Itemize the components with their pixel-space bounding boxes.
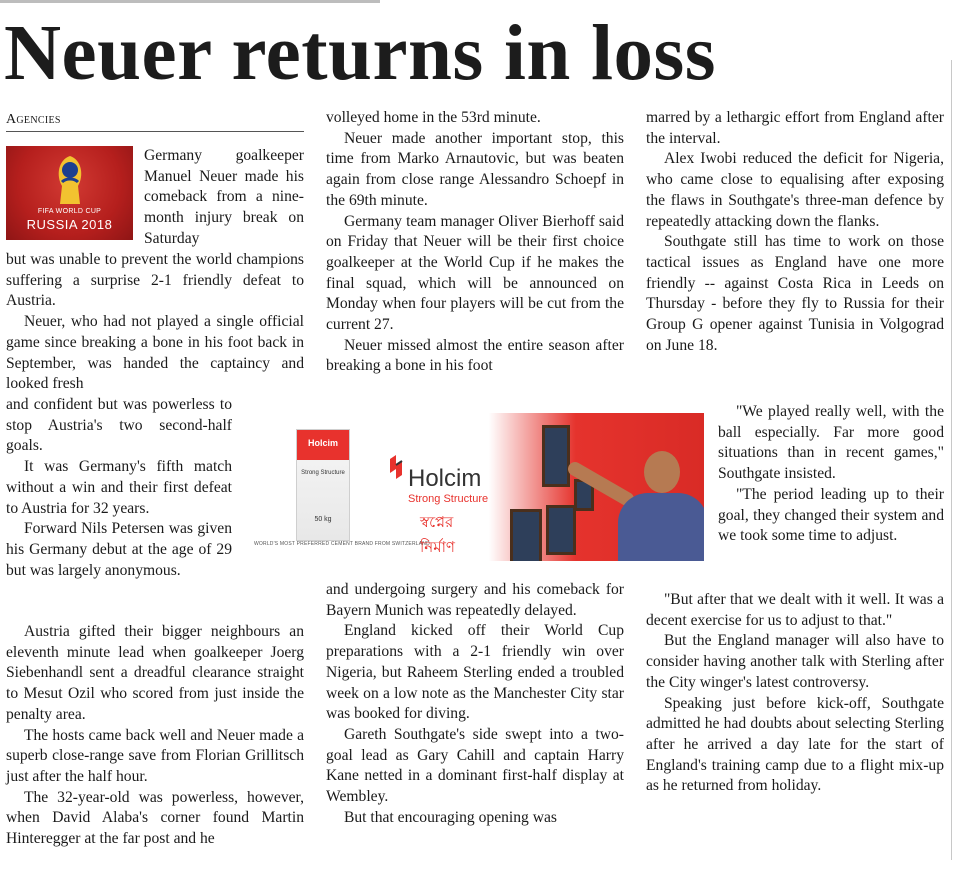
holcim-advertisement[interactable] [246, 413, 704, 561]
column-rule-right [951, 60, 952, 860]
brand-subtitle: Strong Structure [408, 493, 489, 505]
byline: Agencies [6, 112, 304, 132]
paragraph: marred by a lethargic effort from England after the interval. [646, 109, 944, 147]
column-3-bottom [646, 590, 944, 797]
paragraph: "The period leading up to their goal, they changed their system and we took some time to adjust. [718, 485, 944, 545]
person-body [618, 493, 704, 561]
paragraph: Austria gifted their bigger neighbours an eleventh minute lead when goalkeeper Joerg Siebenhandl sent a dreadful clearance straight to Mesut Ozil who scored from just inside the penalty area. [6, 623, 304, 723]
top-rule [0, 0, 380, 3]
paragraph: "But after that we dealt with it well. It was a decent exercise for us to adjust to that." [646, 591, 944, 629]
column-1-bottom [6, 622, 304, 850]
headline: Neuer returns in loss [4, 10, 717, 97]
logo-line-2: RUSSIA 2018 [26, 217, 113, 232]
ad-tagline: WORLD'S MOST PREFERRED CEMENT BRAND FROM SWITZERLAND [254, 541, 430, 547]
paragraph: Speaking just before kick-off, Southgate admitted he had doubts about selecting Sterling after he arrived a day late for the start of England's training camp due to a flight mix-up as he returned from holiday. [646, 694, 944, 795]
paragraph: Neuer made another important stop, this time from Marko Arnautovic, but was beaten again from close range Alessandro Schoepf in the 69th minute. [326, 129, 624, 209]
paragraph: Germany team manager Oliver Bierhoff said on Friday that Neuer will be their first choice goalkeeper at the World Cup if he makes the final squad, which will be announced on Monday when four players will be cut from the current 27. [326, 212, 624, 334]
column-3-narrow [718, 402, 944, 547]
paragraph: The hosts came back well and Neuer made a superb close-range save from Florian Grillitsch just after the half hour. [6, 726, 304, 785]
column-1-main [6, 250, 304, 395]
paragraph: and confident but was powerless to stop Austria's two second-half goals. [6, 396, 232, 455]
column-2-top [326, 108, 624, 377]
holcim-logo-icon [386, 453, 410, 479]
world-cup-logo [6, 146, 133, 240]
column-2-bottom [326, 580, 624, 828]
paragraph: England kicked off their World Cup preparations with a 2-1 friendly win over Nigeria, but Raheem Sterling ended a troubled week on a low note as the Manchester City star was booked for diving. [326, 622, 624, 723]
paragraph: It was Germany's fifth match without a win and their first defeat to Austria for 32 years. [6, 458, 232, 517]
brand-name: Holcim [408, 465, 482, 492]
paragraph: But the England manager will also have to consider having another talk with Sterling after the City winger's latest controversy. [646, 632, 944, 691]
column-1-narrow [6, 395, 232, 581]
picture-frame [542, 425, 570, 487]
picture-frame [546, 505, 576, 555]
bag-brand: Holcim [307, 438, 338, 448]
paragraph: and undergoing surgery and his comeback for Bayern Munich was repeatedly delayed. [326, 581, 624, 619]
bag-product: Strong Structure [301, 470, 345, 476]
paragraph: Southgate still has time to work on those tactical issues as England have one more friendly -- against Costa Rica in Leeds on Thursday - before they fly to Russia for their Group G opener against Tunisia in Volgograd on June 18. [646, 233, 944, 354]
brand-script: স্বপ্নের নির্মাণ [420, 513, 455, 556]
cement-bag-image [296, 429, 350, 541]
paragraph: but was unable to prevent the world champions suffering a surprise 2-1 friendly defeat to Austria. [6, 251, 304, 310]
paragraph: Alex Iwobi reduced the deficit for Nigeria, who came close to equalising after exposing the flaws in Southgate's three-man defence by repeatedly attacking down the flanks. [646, 150, 944, 230]
paragraph: Neuer missed almost the entire season after breaking a bone in his foot [326, 336, 624, 375]
paragraph: Forward Nils Petersen was given his Germany debut at the age of 29 but was largely anonymous. [6, 520, 232, 579]
bag-weight: 50 kg [314, 516, 332, 523]
column-1-top [144, 146, 304, 250]
logo-line-1: FIFA WORLD CUP [37, 208, 102, 215]
paragraph: volleyed home in the 53rd minute. [326, 109, 541, 126]
paragraph: Gareth Southgate's side swept into a two-goal lead as Gary Cahill and captain Harry Kane netted in a dominant first-half display at Wembley. [326, 725, 624, 806]
paragraph: Neuer, who had not played a single official game since breaking a bone in his foot back in September, was handed the captaincy and looked fresh [6, 313, 304, 393]
person-head [644, 451, 680, 493]
picture-frame [510, 509, 542, 561]
trophy-icon [48, 152, 92, 208]
paragraph: "We played really well, with the ball especially. Far more good situations than in recent games," Southgate insisted. [718, 403, 944, 483]
intro-paragraph: Germany goalkeeper Manuel Neuer made his comeback from a nine-month injury break on Saturday [144, 147, 304, 247]
paragraph: But that encouraging opening was [343, 808, 558, 826]
column-3-top [646, 108, 944, 356]
paragraph: The 32-year-old was powerless, however, when David Alaba's corner found Martin Hinteregger at the far post and he [6, 788, 304, 848]
